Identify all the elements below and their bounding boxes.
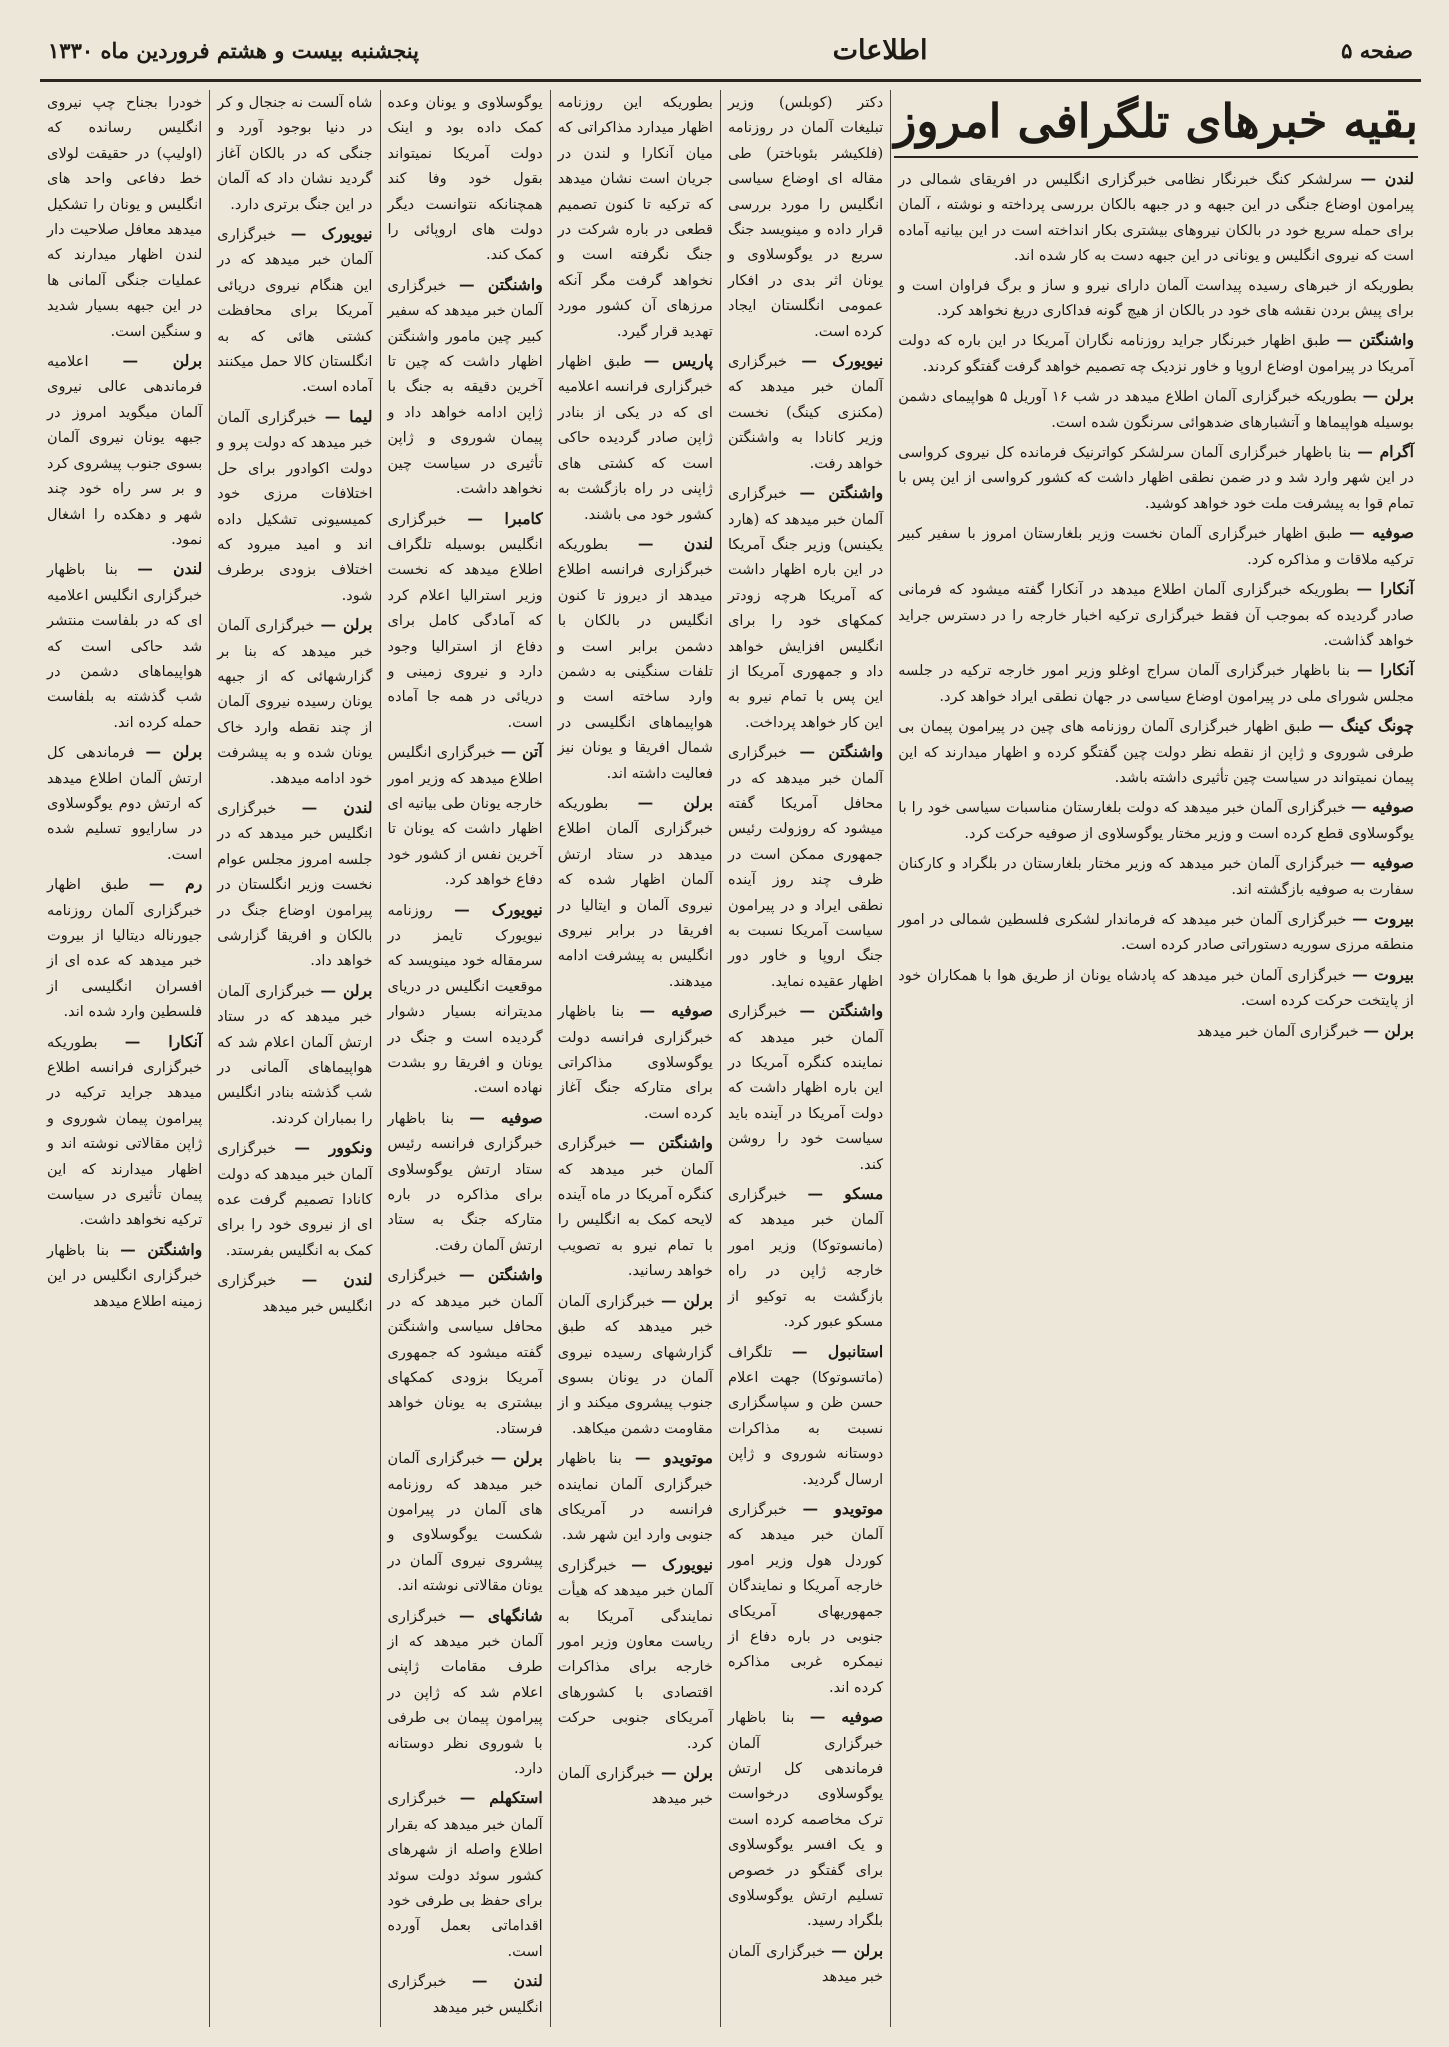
news-dateline: واشنگتن — — [459, 1265, 543, 1285]
news-item — [47, 90, 202, 344]
news-item — [898, 273, 1414, 324]
news-dateline: برلن — — [637, 792, 713, 812]
column-2 — [720, 90, 890, 2027]
news-dateline: واشنگتن — — [459, 274, 543, 294]
news-dateline: آنکارا — — [1356, 579, 1415, 599]
news-text: بنا باظهار خبرگزاری فرانسه دولت یوگوسلاوی مذاکراتی برای متارکه جنگ آغاز کرده است. — [557, 1003, 713, 1122]
news-item — [217, 404, 372, 608]
news-dateline: لندن — — [637, 533, 713, 553]
news-text: خبرگزاری آلمان خبر میدهد که نماینده کنگره آمریکا در این باره اظهار داشت که دولت آمریکا در آینده باید سیاست خود را روشن کند. — [727, 1003, 884, 1173]
news-item — [558, 1760, 713, 1812]
news-text: یوگوسلاوی و یونان وعده کمک داده بود و اینک دولت آمریکا نمیتواند بقول خود وفا کند همچنانکه نتوانست دیگر دولت های اروپائی را کمک کند. — [387, 94, 543, 264]
news-dateline: صوفیه — — [1349, 523, 1415, 543]
news-item — [728, 480, 883, 735]
news-dateline: رم — — [148, 874, 203, 894]
news-text: طبق اظهار خبرگزاری آلمان روزنامه جیورناله دیتالیا از بیروت خبر میدهد که عده ای از افسران انگلیسی از فلسطین وارد شده اند. — [47, 876, 203, 1021]
news-text: خبرگزاری آلمان خبر میدهد که هیأت نمایندگی آمریکا به ریاست معاون وزیر امور خارجه برای مذاکرات اقتصادی با کشورهای آمریکای جنوبی حرکت کرد. — [557, 1556, 713, 1752]
news-text: بطوریکه این روزنامه اظهار میدارد مذاکراتی که میان آنکارا و لندن در جریان است نشان میدهد که ترکیه تا کنون تصمیم قطعی در باره شرکت در جنگ نگرفته است و نخواهد گرفت مگر آنکه مرزهای آن کشور مورد تهدید قرار گیرد. — [557, 94, 713, 340]
news-text: بطوریکه خبرگزاری فرانسه اطلاع میدهد از دیروز تا کنون انگلیس در بالکان با دشمن برابر است و تلفات سنگینی به دشمن وارد ساخته است و هواپیماهای انگلیسی در شمال افریقا و یونان نیز فعالیت داشته اند. — [557, 535, 713, 782]
news-item — [728, 1339, 883, 1492]
news-text: شاه آلست نه جنجال و کر در دنیا بوجود آورد و جنگی که در بالکان آغاز گردید نشان داد که آلمان در این جنگ برتری دارد. — [217, 94, 373, 213]
news-dateline: لندن — — [1360, 169, 1414, 188]
news-text: خبرگزاری آلمان خبر میدهد که وزیر مختار بلغارستان در بلگراد و کارکنان سفارت به صوفیه بازگشته اند. — [898, 855, 1414, 898]
news-item — [47, 348, 202, 552]
news-dateline: پاریس — — [643, 351, 713, 371]
news-dateline: نیویورک — — [801, 351, 884, 371]
news-item — [898, 1018, 1414, 1044]
news-item — [388, 90, 543, 268]
news-item — [558, 1288, 713, 1441]
news-text: خودرا بجناح چپ نیروی انگلیس رسانده که (اولیپ) در حقیقت لولای خط دفاعی واحد های انگلیس و یونان را تشکیل میدهد معافل صلاحیت دار لندن اظهار میدارند که عملیات جنگی آلمانی ها در این جبهه بسیار شدید و سنگین است. — [47, 94, 203, 340]
news-text: خبرگزاری انگلیس خبر میدهد — [387, 1973, 543, 2016]
news-dateline: نیویورک — — [631, 1554, 713, 1574]
news-item — [388, 897, 543, 1101]
news-text: خبرگزاری آلمان خبر میدهد که سفیر کبیر چین مامور واشنگتن اظهار داشت که چین تا آخرین دقیقه به جنگ با ژاپن ادامه خواهد داد و پیمان شوروی و ژاپن تأثیری در سیاست چین نخواهد داشت. — [387, 276, 543, 498]
news-dateline: استانبول — — [791, 1341, 884, 1361]
news-dateline: برلن — — [1362, 386, 1415, 406]
news-dateline: برلن — — [660, 1290, 713, 1310]
news-item — [217, 1267, 372, 1319]
news-dateline: لندن — — [301, 797, 373, 817]
news-text: فرماندهی کل ارتش آلمان اطلاع میدهد که ارتش دوم یوگوسلاوی در سارایوو تسلیم شده است. — [47, 744, 203, 863]
news-item — [558, 998, 713, 1126]
news-text: خبرگزاری آلمان خبر میدهد که (مانسوتوکا) وزیر امور خارجه ژاپن در راه بازگشت به توکیو از مسکو عبور کرد. — [727, 1186, 884, 1331]
news-text: خبرگزاری آلمان خبر میدهد که در این هنگام نیروی دریائی آمریکا برای محافظت کشتی هائی که به انگلستان کالا حمل میکنند آماده است. — [217, 226, 373, 396]
news-text: خبرگزاری آلمان خبر میدهد — [557, 1765, 713, 1808]
news-item — [388, 1968, 543, 2020]
news-dateline: بیروت — — [1352, 908, 1415, 928]
news-text: بطوریکه خبرگزاری آلمان اطلاع میدهد در آنکارا گفته میشود که فرمانی صادر گردیده که بموجب آن فقط خبرگزاری ترکیه اخبار خارجه را در دسترس جراید خواهد گذاشت. — [898, 581, 1414, 649]
news-dateline: واشنگتن — — [629, 1133, 713, 1153]
news-dateline: برلن — — [831, 1940, 884, 1960]
news-dateline: واشنگتن — — [1336, 330, 1414, 350]
news-dateline: صوفیه — — [1350, 853, 1415, 873]
news-dateline: آنکارا — — [1356, 660, 1414, 680]
news-text: خبرگزاری آلمان خبر میدهد که بنا بر گزارشهائی که از جبهه یونان رسیده نیروی آلمان از چند نقطه وارد خاک یونان شده و به پیشرفت خود ادامه میدهد. — [217, 617, 373, 787]
news-item — [898, 520, 1414, 572]
news-text: خبرگزاری آلمان خبر میدهد که دولت کانادا تصمیم گرفت عده ای از نیروی خود را برای کمک به انگلیس بفرستد. — [217, 1140, 373, 1259]
news-dateline: بیروت — — [1352, 964, 1414, 984]
news-item — [217, 1135, 372, 1263]
news-dateline: برلن — — [320, 615, 373, 635]
column-3 — [550, 90, 720, 2027]
news-dateline: برلن — — [490, 1448, 543, 1468]
news-item — [388, 1603, 543, 1782]
news-dateline: موتویدو — — [802, 1498, 884, 1518]
news-item — [388, 1785, 543, 1964]
news-item — [558, 1445, 713, 1548]
news-text: طبق اظهار خبرگزاری آلمان نخست وزیر بلغارستان امروز با سفیر کبیر ترکیه ملاقات و مذاکره کرد. — [898, 525, 1414, 568]
news-text: خبرگزاری آلمان خبر میدهد که از طرف مقامات ژاپنی اعلام شد که ژاپن در پیرامون پیمان بی طرفی با شوروی نظر دوستانه دارد. — [387, 1607, 543, 1777]
news-text: خبرگزاری انگلیس خبر میدهد که در جلسه امروز مجلس عوام نخست وزیر انگلستان در پیرامون اوضاع جنگ در بالکان و افریقا گزارشی خواهد داد. — [217, 799, 373, 970]
news-item — [217, 795, 372, 974]
news-text: خبرگزاری آلمان خبر میدهد که (هارد یکینس) وزیر جنگ آمریکا در این باره اظهار داشت که آمریکا هرچه زودتر کمکهای خود را برای انگلیس افزایش خواهد داد و جمهوری آمریکا از این پس با تمام نیرو به این کار خواهد پرداخت. — [727, 485, 884, 731]
news-dateline: صوفیه — — [809, 1707, 884, 1727]
news-item — [558, 531, 713, 786]
page-headline: بقیه خبرهای تلگرافی امروز — [894, 90, 1418, 158]
news-dateline: ونکوور — — [294, 1138, 373, 1158]
news-item — [728, 1938, 883, 1990]
column-6 — [40, 90, 209, 2027]
news-item — [558, 348, 713, 527]
columns — [40, 90, 1421, 2027]
masthead: اطلاعات — [832, 35, 928, 66]
news-item — [898, 713, 1414, 790]
news-item — [728, 90, 883, 344]
news-dateline: واشنگتن — — [120, 1239, 203, 1259]
news-item — [388, 1105, 543, 1258]
news-item — [388, 739, 543, 892]
news-dateline: واشنگتن — — [799, 1001, 884, 1021]
news-text: بنا باظهار خبرگزاری آلمان فرماندهی کل ارتش یوگوسلاوی درخواست ترک مخاصمه کرده است و یک افسر یوگوسلاوی برای گفتگو در خصوص تسلیم ارتش یوگوسلاوی بلگراد رسید. — [727, 1709, 884, 1930]
news-text: بنا باظهار خبرگزاری آلمان سراج اوغلو وزیر امور خارجه ترکیه در جلسه مجلس شورای ملی در پیرامون اوضاع سیاسی در جهان نطقی ایراد خواهد کرد. — [898, 662, 1414, 705]
news-text: روزنامه نیویورک تایمز در سرمقاله خود مینویسد که موقعیت انگلیس در دریای مدیترانه بسیار دشوار گردیده است و جنگ در یونان و افریقا رو بشدت نهاده است. — [387, 901, 543, 1097]
news-text: بطوریکه خبرگزاری آلمان اطلاع میدهد در ستاد ارتش آلمان اظهار شده که نیروی آلمان و ایتالیا در افریقا در برابر نیروی انگلیس به پیشرفت ادامه میدهند. — [557, 794, 713, 990]
news-item — [217, 221, 372, 400]
news-dateline: کامبرا — — [467, 508, 543, 528]
news-dateline: مسکو — — [807, 1184, 884, 1204]
news-dateline: واشنگتن — — [799, 483, 884, 503]
news-text: بنا باظهار خبرگزاری آلمان نماینده فرانسه در آمریکای جنوبی وارد این شهر شد. — [557, 1450, 713, 1544]
news-dateline: لندن — — [471, 1971, 543, 1991]
column-5 — [209, 90, 379, 2027]
news-item — [217, 90, 372, 217]
news-dateline: نیویورک — — [454, 899, 543, 919]
news-dateline: لندن — — [301, 1270, 373, 1290]
news-text: بطوریکه از خبرهای رسیده پیداست آلمان دارای نیرو و ساز و برگ فراوان است و برای پیش بردن نقشه های خود در بالکان از هیچ گونه فداکاری دریغ نخواهد کرد. — [898, 276, 1414, 320]
news-item — [388, 272, 543, 502]
news-text: بنا باظهار خبرگزاری انگلیس اعلامیه ای که در بلفاست منتشر شد حاکی است که هواپیماهای دشمن در شب گذشته به بلفاست حمله کرده اند. — [47, 561, 203, 731]
news-item — [728, 998, 883, 1177]
news-item — [898, 850, 1414, 902]
news-text: بنا باظهار خبرگزاری فرانسه رئیس ستاد ارتش یوگوسلاوی برای مذاکره در باره متارکه جنگ به ستاد ارتش آلمان رفت. — [387, 1109, 543, 1254]
news-text: سرلشکر کنگ خبرنگار نظامی خبرگزاری انگلیس در افریقای شمالی در پیرامون اوضاع جنگی در این جبهه و در جبهه بالکان بررسی پرداخته و نوشته ، آلمان برای حمله سریع خود در بالکان نیروهای بیشتری بکار انداخته است در این بیانیه آماده است که نیروی انگلیس و یونانی در این جبهه دست به کار شده اند. — [898, 171, 1414, 265]
news-text: خبرگزاری آلمان خبر میدهد که طبق گزارشهای رسیده نیروی آلمان در یونان بسوی جنوب پیشروی میکند و از مقاومت دشمن میکاهد. — [557, 1292, 713, 1437]
news-item — [898, 906, 1414, 958]
news-dateline: شانگهای — — [458, 1605, 543, 1625]
news-text: خبرگزاری آلمان خبر میدهد که کوردل هول وزیر امور خارجه آمریکا و نمایندگان جمهوریهای آمریکای جنوبی در باره دفاع از نیمکره غربی مذاکره کرده اند. — [727, 1500, 884, 1696]
news-item — [388, 1262, 543, 1441]
issue-date: پنجشنبه بیست و هشتم فروردین ماه ۱۳۳۰ — [48, 38, 419, 63]
news-item — [728, 739, 883, 994]
news-text: بطوریکه خبرگزاری فرانسه اطلاع میدهد جراید ترکیه در پیرامون پیمان شوروی و ژاپن مقالاتی نوشته اند و اظهار میدارند که این پیمان تأثیری در سیاست ترکیه نخواهد داشت. — [47, 1033, 203, 1229]
news-text: اعلامیه فرماندهی عالی نیروی آلمان میگوید امروز در جبهه یونان نیروی آلمان بسوی جنوب پیشروی کرد و بر سر راه خود چند شهر و دهکده را اشغال نمود. — [47, 353, 203, 548]
news-text: بنا باظهار خبرگزاری آلمان سرلشکر کواترنیک فرمانده کل نیروی کرواسی در این شهر وارد شد و در ضمن نطقی اظهار داشت که کشور کرواسی از این پس با تمام قوا به پیشرفت ملت خود خواهد کوشید. — [898, 444, 1414, 512]
news-text: خبرگزاری آلمان خبر میدهد که کنگره آمریکا در ماه آینده لایحه کمک به انگلیس را با تمام نیرو به تصویب خواهد رسانید. — [557, 1135, 713, 1280]
news-item — [898, 794, 1414, 846]
news-text: بنا باظهار خبرگزاری انگلیس در این زمینه اطلاع میدهد — [47, 1241, 203, 1310]
news-dateline: لیما — — [324, 406, 373, 426]
news-dateline: برلن — — [1363, 1020, 1414, 1040]
column-1 — [890, 90, 1421, 2027]
news-text: طبق اظهار خبرگزاری آلمان روزنامه های چین در پیرامون پیمان بی طرفی شوروی و ژاپن از نقطه نظر دولت چین گفتگو کرده و اظهار میدارند که این پیمان نمیتواند در سیاست چین تأثیری داشته باشد. — [898, 718, 1414, 786]
news-item — [388, 506, 543, 736]
news-item — [217, 978, 372, 1131]
news-item — [898, 962, 1414, 1014]
news-text: خبرگزاری آلمان خبر میدهد که فرماندار لشکری فلسطین شمالی در امور منطقه مرزی سوریه دستوراتی صادر کرده است. — [898, 910, 1414, 954]
news-dateline: نیویورک — — [290, 224, 373, 244]
news-item — [728, 348, 883, 476]
news-text: خبرگزاری انگلیس اطلاع میدهد که وزیر امور خارجه یونان طی بیانیه ای اظهار داشت که یونان تا آخرین نفس از کشور خود دفاع خواهد کرد. — [387, 744, 543, 889]
news-dateline: آنکارا — — [124, 1031, 203, 1051]
news-item — [47, 1237, 202, 1314]
news-item — [217, 612, 372, 791]
news-item — [898, 166, 1414, 269]
news-item — [47, 871, 202, 1024]
news-text: دکتر (کوبلس) وزیر تبلیغات آلمان در روزنامه (فلکیشر بئوباختر) طی مقاله ای اوضاع سیاسی انگلیس را مورد بررسی قرار داده و مینویسد جنگ سریع در یوگوسلاوی و یونان اثر بدی در افکار عمومی انگلستان ایجاد کرده است. — [727, 94, 884, 340]
news-dateline: چونگ کینگ — — [1318, 716, 1414, 736]
news-dateline: آتن — — [500, 742, 543, 762]
news-item — [47, 1029, 202, 1233]
news-item — [728, 1181, 883, 1334]
news-text: خبرگزاری آلمان خبر میدهد که پادشاه یونان از طریق هوا با همکاران خود از پایتخت حرکت کرده است. — [898, 966, 1414, 1010]
news-dateline: برلن — — [320, 980, 373, 1000]
news-item — [558, 1130, 713, 1283]
news-dateline: صوفیه — — [469, 1107, 543, 1127]
news-text: خبرگزاری انگلیس بوسیله تلگراف اطلاع میدهد که نخست وزیر استرالیا اعلام کرد که آمادگی کامل برای دفاع از استرالیا وجود دارد و نیروی زمینی و دریائی در همه جا آماده است. — [387, 510, 543, 731]
news-text: خبرگزاری آلمان خبر میدهد که روزنامه های آلمان در پیرامون شکست یوگوسلاوی و پیشروی نیروی آلمان در یونان مقالاتی نوشته اند. — [387, 1450, 543, 1595]
news-dateline: لندن — — [137, 559, 203, 579]
news-dateline: صوفیه — — [639, 1001, 713, 1021]
news-item — [898, 327, 1414, 379]
news-text: طبق اظهار خبرگزاری فرانسه اعلامیه ای که در یکی از بنادر ژاپن صادر گردیده حاکی است که کشتی های ژاپنی در راه بازگشت به کشور خود می باشند. — [557, 353, 713, 523]
news-text: خبرگزاری آلمان خبر میدهد که در محافل سیاسی واشنگتن گفته میشود که جمهوری آمریکا بزودی کمکهای بیشتری به یونان خواهد فرستاد. — [387, 1267, 543, 1437]
news-item — [728, 1496, 883, 1700]
news-item — [558, 90, 713, 344]
news-text: تلگراف (ماتسوتوکا) جهت اعلام حسن ظن و سپاسگزاری نسبت به مذاکرات دوستانه شوروی و ژاپن ارسال گردید. — [727, 1343, 884, 1488]
news-text: خبرگزاری آلمان خبر میدهد که دولت بلغارستان مناسبات سیاسی خود را با یوگوسلاوی قطع کرده است و وزیر مختار یوگوسلاوی از صوفیه حرکت کرد. — [898, 799, 1414, 842]
news-item — [728, 1704, 883, 1934]
news-item — [47, 556, 202, 735]
page-number: صفحه ۵ — [1341, 38, 1413, 63]
news-text: خبرگزاری آلمان خبر میدهد که در ستاد ارتش آلمان اعلام شد که هواپیماهای آلمانی در شب گذشته بنادر انگلیس را بمباران کردند. — [217, 982, 373, 1127]
news-item — [898, 383, 1414, 435]
news-dateline: آگرام — — [1357, 442, 1414, 462]
news-item — [47, 739, 202, 867]
column-4 — [380, 90, 550, 2027]
news-dateline: موتویدو — — [634, 1448, 713, 1468]
news-text: خبرگزاری آلمان خبر میدهد که در محافل آمریکا گفته میشود که روزولت رئیس جمهوری ممکن است در ظرف چند روز آینده نطقی ایراد و در پیرامون سیاست آمریکا نسبت به جنگ اروپا و خاور دور اظهار عقیده نماید. — [727, 744, 884, 990]
news-text: طبق اظهار خبرنگار جراید روزنامه نگاران آمریکا در این باره که دولت آمریکا در پیرامون اوضاع اروپا و خاور نزدیک چه تصمیم خواهد گرفت گفتگو کردند. — [898, 332, 1414, 375]
news-text: خبرگزاری آلمان خبر میدهد — [727, 1942, 884, 1986]
news-text: خبرگزاری آلمان خبر میدهد — [1197, 1022, 1359, 1040]
page-header — [40, 22, 1421, 82]
news-dateline: برلن — — [660, 1763, 713, 1782]
news-text: خبرگزاری آلمان خبر میدهد که (مکنزی کینگ) نخست وزیر کانادا به واشنگتن خواهد رفت. — [727, 353, 884, 472]
news-item — [898, 576, 1414, 653]
news-text: خبرگزاری آلمان خبر میدهد که دولت پرو و دولت اکوادور برای حل اختلافات مرزی خود کمیسیونی تشکیل داده اند و امید میرود که اختلاف بزودی برطرف شود. — [217, 408, 373, 604]
news-item — [388, 1445, 543, 1598]
news-dateline: صوفیه — — [1350, 797, 1415, 817]
news-item — [898, 657, 1414, 709]
news-dateline: واشنگتن — — [799, 742, 884, 762]
news-text: خبرگزاری آلمان خبر میدهد که بقرار اطلاع واصله از شهرهای کشور سوئد دولت سوئد برای حفظ بی طرفی خود اقداماتی بعمل آورده است. — [387, 1790, 543, 1960]
news-text: خبرگزاری انگلیس خبر میدهد — [217, 1272, 373, 1315]
news-dateline: برلن — — [145, 742, 203, 762]
news-item — [558, 790, 713, 994]
news-dateline: برلن — — [122, 351, 203, 371]
news-dateline: استکهلم — — [459, 1788, 543, 1808]
news-item — [898, 439, 1414, 516]
news-text: بطوریکه خبرگزاری آلمان اطلاع میدهد در شب ۱۶ آوریل ۵ هواپیمای دشمن بوسیله هواپیماها و آتشبارهای ضدهوائی سرنگون شده است. — [898, 388, 1414, 431]
news-item — [558, 1552, 713, 1756]
